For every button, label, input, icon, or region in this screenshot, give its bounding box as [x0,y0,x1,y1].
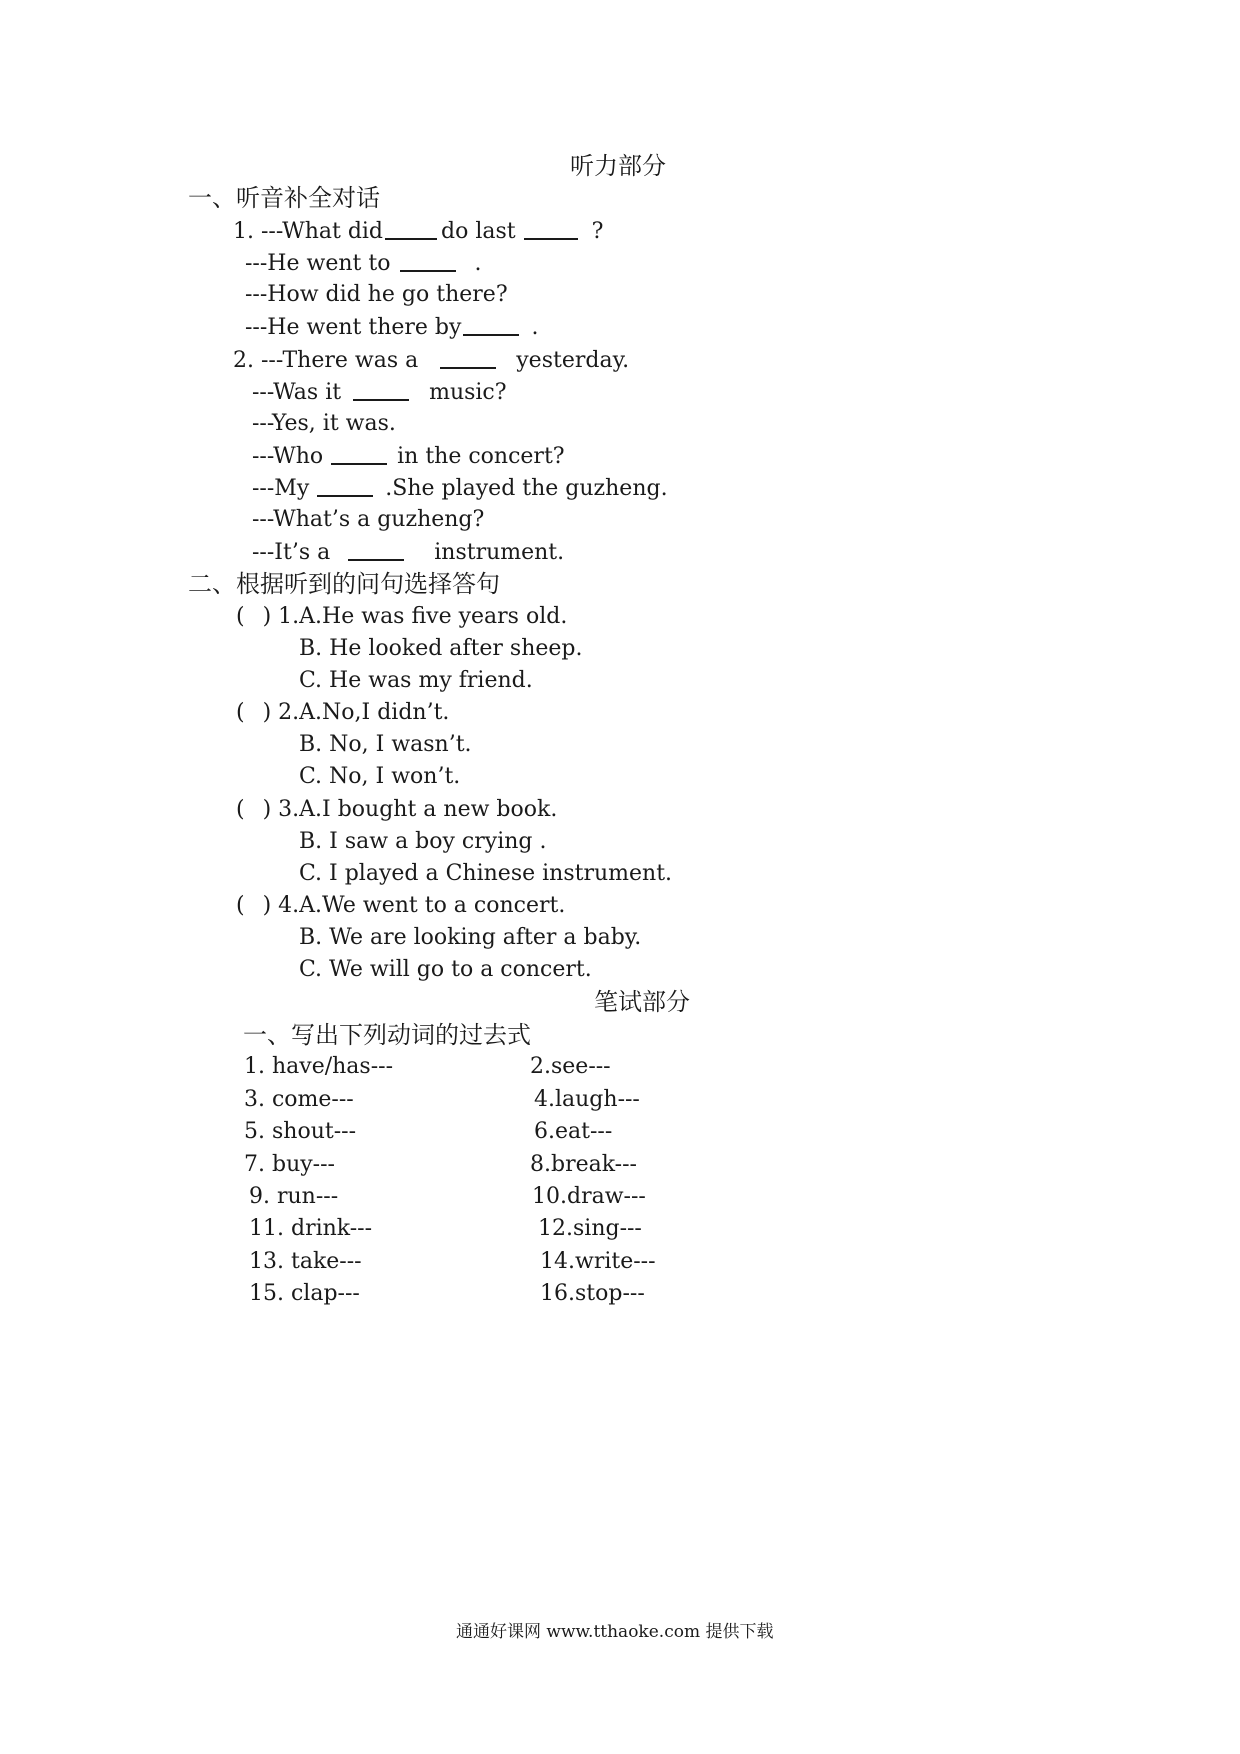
option-c: C. I played a Chinese instrument. [299,861,673,886]
verb-item: 7. buy--- [244,1152,335,1177]
answer-paren[interactable]: ( [236,893,245,918]
option-c: C. He was my friend. [299,668,533,693]
option-a: ) 1.A.He was five years old. [262,604,568,629]
answer-blank[interactable] [524,216,578,240]
dialogue1-line2 [245,248,481,279]
verb-item: 9. run--- [249,1184,339,1209]
answer-blank[interactable] [463,312,519,336]
option-c: C. No, I won’t. [299,764,461,789]
verb-item: 8.break--- [530,1152,637,1177]
dialogue1-line1 [233,216,603,247]
option-a: ) 3.A.I bought a new book. [262,797,558,822]
choice-question-2 [236,698,449,728]
dialogue2-line6: ---What’s a guzheng? [252,507,485,532]
answer-paren[interactable]: ( [236,700,245,725]
dialogue2-line5 [252,473,668,504]
dialogue-text: .She played the guzheng. [385,476,668,501]
answer-blank[interactable] [331,441,387,465]
verb-item: 11. drink--- [249,1216,373,1241]
choice-question-1 [236,602,567,632]
dialogue2-line4 [252,441,565,472]
dialogue1-line4 [245,312,538,343]
dialogue-text: 2. ---There was a [233,348,419,373]
dialogue-text: music? [429,380,507,405]
dialogue-text: yesterday. [516,348,630,373]
verb-item: 12.sing--- [538,1216,642,1241]
verb-item: 6.eat--- [534,1119,613,1144]
dialogue-text: ---Was it [252,380,342,405]
dialogue-text: do last [441,219,516,244]
dialogue-text: ---He went to [245,251,391,276]
option-b: B. I saw a boy crying . [299,829,547,854]
dialogue2-line3: ---Yes, it was. [252,411,396,436]
answer-blank[interactable] [440,345,496,369]
dialogue2-line1 [233,345,629,376]
listening-title: 听力部分 [570,152,666,180]
option-b: B. He looked after sheep. [299,636,583,661]
verb-item: 2.see--- [530,1054,611,1079]
verb-item: 10.draw--- [532,1184,646,1209]
writing-heading: 一、写出下列动词的过去式 [243,1021,531,1049]
verb-item: 3. come--- [244,1087,354,1112]
dialogue-text: ---It’s a [252,540,331,565]
verb-item: 4.laugh--- [534,1087,640,1112]
answer-blank[interactable] [385,216,437,240]
verb-item: 15. clap--- [249,1281,360,1306]
section2-heading: 二、根据听到的问句选择答句 [188,570,500,598]
dialogue-text: ---He went there by [245,315,462,340]
dialogue2-line7 [252,537,564,568]
choice-question-3 [236,795,557,825]
verb-item: 1. have/has--- [244,1054,394,1079]
dialogue-text: ---My [252,476,310,501]
dialogue-text: 1. ---What did [233,219,384,244]
option-b: B. No, I wasn’t. [299,732,472,757]
dialogue2-line2 [252,377,507,408]
dialogue-text: instrument. [434,540,565,565]
answer-blank[interactable] [348,537,404,561]
footer-text: 通通好课网 www.tthaoke.com 提供下载 [456,1622,774,1642]
dialogue-text: in the concert? [397,444,565,469]
section1-heading: 一、听音补全对话 [188,184,380,212]
answer-paren[interactable]: ( [236,797,245,822]
choice-question-4 [236,891,565,921]
dialogue-text: . [531,315,539,340]
answer-blank[interactable] [400,248,456,272]
verb-item: 13. take--- [249,1249,362,1274]
option-a: ) 2.A.No,I didn’t. [262,700,450,725]
dialogue-text: ---Who [252,444,324,469]
verb-item: 16.stop--- [540,1281,645,1306]
answer-blank[interactable] [317,473,373,497]
writing-title: 笔试部分 [594,988,690,1016]
verb-item: 5. shout--- [244,1119,356,1144]
verb-item: 14.write--- [540,1249,656,1274]
option-c: C. We will go to a concert. [299,957,592,982]
answer-paren[interactable]: ( [236,604,245,629]
dialogue-text: . [474,251,482,276]
option-b: B. We are looking after a baby. [299,925,642,950]
dialogue-text: ? [591,219,604,244]
dialogue1-line3: ---How did he go there? [245,282,508,307]
option-a: ) 4.A.We went to a concert. [262,893,566,918]
answer-blank[interactable] [353,377,409,401]
